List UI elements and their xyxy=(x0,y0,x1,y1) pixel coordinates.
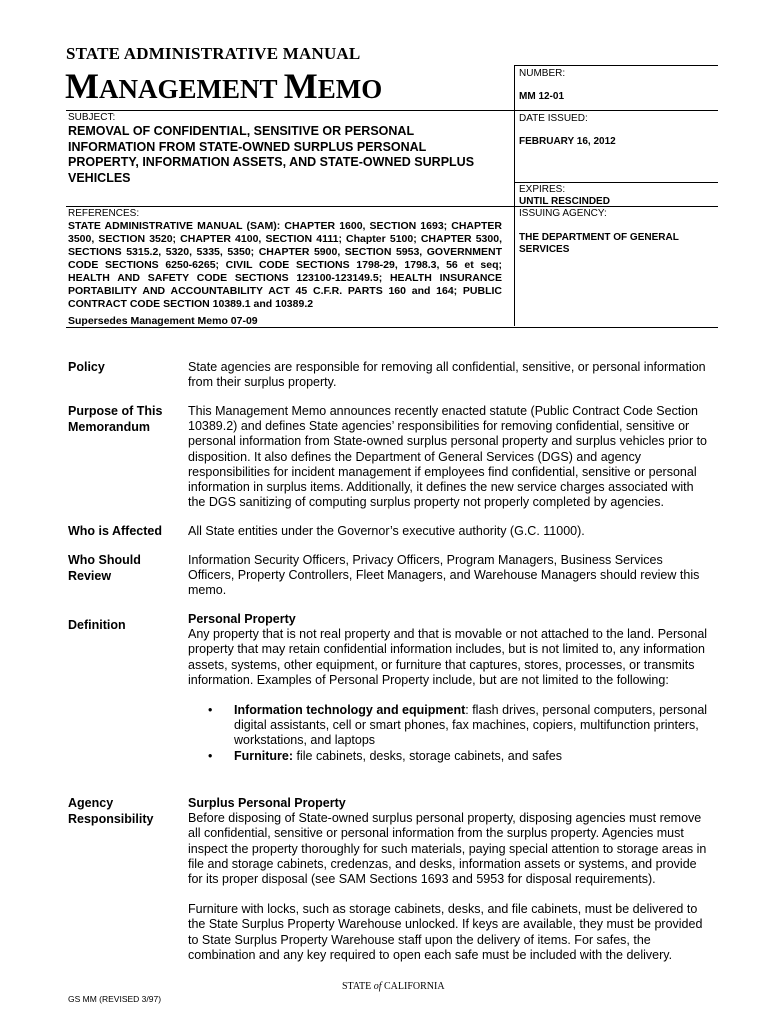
definition-bullet-item xyxy=(188,703,708,749)
bullet-text: file cabinets, desks, storage cabinets, and safes xyxy=(296,748,562,763)
references-label: REFERENCES: xyxy=(68,208,140,219)
memo-title-initial-m: M xyxy=(65,66,99,106)
review-body: Information Security Officers, Privacy Officers, Program Managers, Business Services Officers, Property Controllers, Fleet Managers, and Warehouse Managers should review this memo. xyxy=(188,553,700,598)
references-text: STATE ADMINISTRATIVE MANUAL (SAM): CHAPTER 1600, SECTION 1693; CHAPTER 3500, SECTION 3520; CHAPTER 4100, SECTION 4111; Chapter 5100; CHAPTER 5300, SECTIONS 5315.2, 5320, 5335, 5350; CHAPTER 5900, SECTION 5953, GOVERNMENT CODE SECTIONS 6250-6265; CIVIL CODE SECTIONS 1798-29, 1798.3, 56 et seq; HEALTH AND SAFETY CODE SECTIONS 123100-123149.5; HEALTH INSURANCE PORTABILITY AND ACCOUNTABILITY ACT 45 C.F.R. PARTS 160 and 164; PUBLIC CONTRACT CODE SECTION 10389.1 and 10389.2 xyxy=(68,220,502,310)
date-issued-value: FEBRUARY 16, 2012 xyxy=(519,136,616,147)
purpose-body: This Management Memo announces recently enacted statute (Public Contract Code Section 10389.2) and defines State agencies’ responsibilities for removing confidential, sensitive or personal information from State-owned surplus personal property and surplus vehicles prior to disposition. It also defines the Department of General Services (DGS) and agency responsibilities for incident management if employees find confidential, sensitive or personal information in surplus items. Additionally, it defines the new service charges associated with the DGS sanitizing of computing surplus property not properly completed by agencies. xyxy=(188,404,708,510)
footer-state-part1: STATE xyxy=(342,981,374,992)
rule-references-top xyxy=(66,206,515,207)
agency-body-2: Furniture with locks, such as storage cabinets, desks, and file cabinets, must be delivered to the State Surplus Property Warehouse unlocked. If keys are available, they must be provided to State Surplus Property Warehouse staff upon the delivery of items. For safes, the combination and any key required to open each safe must be included with the delivery. xyxy=(188,902,703,962)
memo-title xyxy=(65,68,382,104)
agency-body-1: Before disposing of State-owned surplus personal property, disposing agencies must remove all confidential, sensitive or personal information from the surplus property. Agencies must inspect the property thoroughly for such materials, paying special attention to storage areas in file and storage cabinets, credenzas, and desks, information assets or systems, and provide for its proper disposal (see SAM Sections 1693 and 5953 for disposal requirements). xyxy=(188,811,707,887)
definition-heading: Definition xyxy=(68,618,126,632)
agency-subheading: Surplus Personal Property xyxy=(188,796,346,810)
number-label: NUMBER: xyxy=(519,68,566,79)
subject-text: REMOVAL OF CONFIDENTIAL, SENSITIVE OR PERSONAL INFORMATION FROM STATE-OWNED SURPLUS PERSONAL PROPERTY, INFORMATION ASSETS, AND STATE-OWNED SURPLUS VEHICLES xyxy=(68,124,475,185)
manual-title: STATE ADMINISTRATIVE MANUAL xyxy=(66,44,361,63)
review-heading-line2: Review xyxy=(68,568,112,583)
purpose-heading-line2: Memorandum xyxy=(68,419,150,434)
purpose-heading xyxy=(68,404,178,435)
bullet-term: Information technology and equipment xyxy=(234,703,466,718)
definition-block xyxy=(188,612,708,764)
footer-state-of-california xyxy=(342,981,445,992)
expires-label: EXPIRES: xyxy=(519,184,566,195)
review-heading xyxy=(68,553,178,584)
purpose-heading-line1: Purpose of This xyxy=(68,404,163,418)
affected-body: All State entities under the Governor’s executive authority (G.C. 11000). xyxy=(188,524,585,538)
issuing-agency-value: THE DEPARTMENT OF GENERAL SERVICES xyxy=(519,232,679,255)
memo-title-part2: EMO xyxy=(317,74,383,104)
agency-heading-line2: Responsibility xyxy=(68,811,154,826)
review-heading-line1: Who Should xyxy=(68,553,141,567)
rule-expires-top xyxy=(515,182,718,183)
definition-body: Any property that is not real property and that is movable or not attached to the land. Personal property that may retain confidential information includes, but is not limited to, any information assets, systems, other equipment, or furniture that captures, stores, processes, or transmits information. Examples of Personal Property include, but are not limited to the following: xyxy=(188,627,708,687)
agency-block xyxy=(188,796,708,963)
number-value: MM 12-01 xyxy=(519,91,565,102)
footer-state-part2: CALIFORNIA xyxy=(381,981,445,992)
agency-heading-line1: Agency xyxy=(68,796,114,810)
agency-heading xyxy=(68,796,178,827)
bullet-icon: • xyxy=(208,748,213,763)
definition-subheading: Personal Property xyxy=(188,612,296,626)
rule-column-divider xyxy=(514,65,515,326)
policy-body: State agencies are responsible for removing all confidential, sensitive, or personal information from their surplus property. xyxy=(188,360,706,390)
bullet-icon: • xyxy=(208,703,213,718)
bullet-separator: : xyxy=(465,703,473,718)
bullet-text: flash drives, personal computers, personal digital assistants, cell or smart phones, fax machines, copiers, multifunction printers, workstations, and laptops xyxy=(234,703,708,748)
memo-title-initial-m2: M xyxy=(283,66,318,106)
definition-bullet-list xyxy=(188,703,708,764)
supersedes-text: Supersedes Management Memo 07-09 xyxy=(68,315,258,327)
date-issued-label: DATE ISSUED: xyxy=(519,113,588,124)
affected-heading: Who is Affected xyxy=(68,524,162,538)
memo-title-part1: ANAGEMENT xyxy=(98,74,284,104)
policy-heading: Policy xyxy=(68,360,105,374)
bullet-term: Furniture: xyxy=(234,748,294,763)
rule-number-top xyxy=(515,65,718,66)
form-id: GS MM (REVISED 3/97) xyxy=(68,994,162,1004)
definition-bullet-item xyxy=(188,749,708,764)
expires-value: UNTIL RESCINDED xyxy=(519,196,610,207)
subject-label: SUBJECT: xyxy=(68,112,116,123)
rule-subject-top xyxy=(66,110,718,111)
footer-state-of: of xyxy=(373,981,382,992)
issuing-agency-label: ISSUING AGENCY: xyxy=(519,208,607,219)
